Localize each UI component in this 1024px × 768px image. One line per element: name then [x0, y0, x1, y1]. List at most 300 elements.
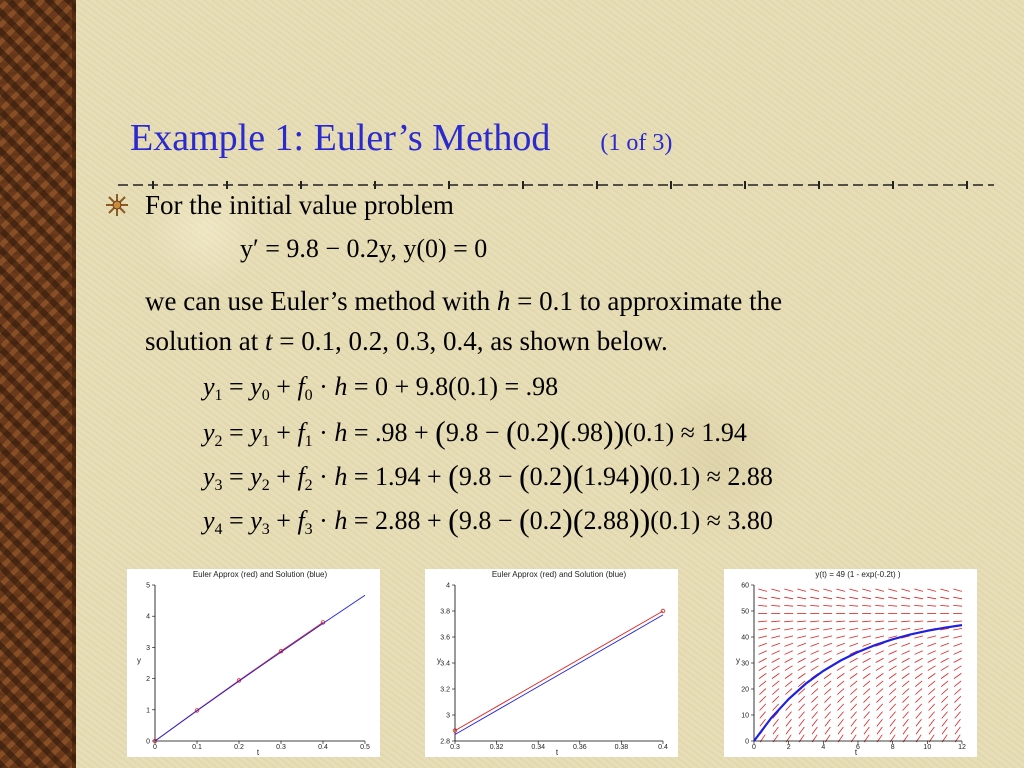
x-tick-label: 4: [821, 744, 826, 751]
direction-field-arrow: [760, 712, 766, 719]
direction-field-arrow: [929, 719, 935, 726]
direction-field-arrow: [862, 597, 871, 599]
eq-rhs-a: = .98 +: [353, 418, 429, 447]
eq-rhs-a: = 1.94 +: [353, 462, 442, 491]
x-tick-label: 0.36: [572, 744, 587, 751]
direction-field-arrow: [942, 704, 948, 711]
direction-field-arrow: [953, 597, 962, 599]
direction-field-arrow: [759, 666, 767, 671]
slide-title: [130, 116, 672, 160]
euler-step-4: $y_4 = y_3 + f_3 \cdot h = 2.88 + (9.8 - (0.2)(2.88))(0.1) \approx 3.80$: [203, 502, 773, 538]
direction-field-arrow: [902, 673, 909, 678]
chart-direction-field-svg: [724, 569, 977, 757]
eq-f-sub: 1: [304, 433, 313, 450]
direction-field-arrow: [797, 621, 806, 622]
direction-field-arrow: [914, 636, 923, 638]
direction-field-arrow: [849, 597, 858, 599]
euler-step-1: $y_1 = y_0 + f_0 \cdot h = 0 + 9.8(0.1) = .98$: [203, 372, 559, 404]
direction-field-arrow: [953, 621, 962, 622]
direction-field-arrow: [914, 628, 923, 630]
direction-field-arrow: [849, 621, 858, 622]
direction-field-arrow: [901, 643, 909, 646]
red-series-line: [455, 611, 663, 731]
direction-field-arrow: [928, 658, 936, 662]
direction-field-arrow: [941, 689, 948, 695]
direction-field-arrow: [888, 605, 897, 606]
direction-field-arrow: [863, 666, 871, 671]
direction-field-arrow: [954, 681, 961, 687]
decorative-left-border: [0, 0, 76, 768]
direction-field-arrow: [903, 719, 909, 726]
direction-field-arrow: [927, 597, 936, 599]
direction-field-arrow: [811, 681, 818, 687]
direction-field-arrow: [954, 651, 962, 655]
direction-field-arrow: [810, 621, 819, 622]
direction-field-arrow: [758, 589, 767, 591]
chart-euler-overview: [127, 569, 380, 757]
direction-field-arrow: [810, 605, 819, 606]
direction-field-arrow: [798, 696, 804, 702]
chart-direction-field: [724, 569, 977, 757]
direction-field-arrow: [784, 621, 793, 622]
direction-field-arrow: [928, 696, 934, 702]
y-tick-label: 1: [146, 707, 150, 715]
y-tick-label: 3: [446, 712, 450, 720]
direction-field-arrow: [849, 636, 858, 638]
direction-field-arrow: [955, 727, 960, 734]
direction-field-arrow: [758, 597, 767, 599]
direction-field-arrow: [864, 704, 870, 711]
direction-field-arrow: [797, 589, 806, 591]
direction-field-arrow: [876, 689, 883, 695]
direction-field-arrow: [954, 673, 961, 678]
direction-field-arrow: [823, 621, 832, 622]
x-tick-label: 0.3: [450, 744, 460, 751]
direction-field-arrow: [877, 719, 883, 726]
eq-lhs-sub: 1: [214, 387, 223, 404]
direction-field-arrow: [837, 681, 844, 687]
direction-field-arrow: [758, 605, 767, 606]
direction-field-arrow: [771, 605, 780, 606]
direction-field-arrow: [811, 689, 818, 695]
body-line-1-pre: we can use Euler’s method with: [145, 286, 497, 316]
direction-field-arrow: [823, 605, 832, 606]
y-tick-label: 5: [146, 582, 150, 590]
direction-field-arrow: [875, 628, 884, 630]
direction-field-arrow: [772, 651, 780, 655]
direction-field-arrow: [786, 719, 792, 726]
x-axis-label: t: [555, 748, 559, 757]
direction-field-arrow: [953, 628, 962, 630]
direction-field-arrow: [785, 689, 792, 695]
direction-field-arrow: [772, 689, 779, 695]
x-tick-label: 0: [153, 744, 157, 751]
chart-euler-zoomed-svg: [425, 569, 678, 757]
direction-field-arrow: [903, 727, 908, 734]
x-tick-label: 0.3: [276, 744, 286, 751]
chart-title: Euler Approx (red) and Solution (blue): [192, 570, 328, 579]
y-tick-label: 30: [741, 660, 749, 668]
direction-field-arrow: [797, 643, 805, 646]
direction-field-arrow: [889, 689, 896, 695]
direction-field-arrow: [876, 673, 883, 678]
direction-field-arrow: [877, 712, 883, 719]
direction-field-arrow: [836, 597, 845, 599]
direction-field-arrow: [915, 681, 922, 687]
direction-field-arrow: [902, 689, 909, 695]
direction-field-arrow: [810, 628, 819, 630]
direction-field-arrow: [811, 666, 819, 671]
direction-field-arrow: [915, 689, 922, 695]
direction-field-arrow: [838, 719, 844, 726]
direction-field-arrow: [824, 681, 831, 687]
eq-lhs-var: y: [203, 372, 215, 401]
direction-field-arrow: [954, 696, 960, 702]
direction-field-arrow: [927, 636, 936, 638]
eq-f-sub: 3: [304, 521, 313, 538]
eq-lhs-sub: 2: [214, 433, 223, 450]
direction-field-arrow: [863, 681, 870, 687]
direction-field-arrow: [810, 597, 819, 599]
direction-field-arrow: [772, 696, 778, 702]
direction-field-arrow: [759, 681, 766, 687]
direction-field-arrow: [798, 666, 806, 671]
x-tick-label: 10: [923, 744, 932, 751]
direction-field-arrow: [889, 673, 896, 678]
eq-f-sub: 0: [304, 387, 313, 404]
direction-field-arrow: [825, 712, 831, 719]
direction-field-arrow: [797, 597, 806, 599]
direction-field-arrow: [837, 666, 845, 671]
direction-field-arrow: [825, 727, 830, 734]
direction-field-arrow: [838, 712, 844, 719]
direction-field-arrow: [811, 696, 817, 702]
eq-f-sub: 2: [304, 477, 313, 494]
direction-field-arrow: [797, 636, 806, 638]
direction-field-arrow: [875, 589, 884, 591]
direction-field-arrow: [901, 597, 910, 599]
y-tick-label: 0: [745, 738, 749, 746]
direction-field-arrow: [824, 696, 830, 702]
star-bullet-icon: [104, 192, 130, 218]
direction-field-arrow: [850, 658, 858, 662]
eq-rhs-b: 9.8 −: [458, 462, 519, 491]
body-line-2-pre: solution at: [145, 326, 265, 356]
direction-field-arrow: [862, 636, 871, 638]
x-tick-label: 12: [958, 744, 966, 751]
direction-field-arrow: [927, 589, 936, 591]
y-tick-label: 3.2: [440, 686, 450, 694]
direction-field-arrow: [771, 589, 780, 591]
x-tick-label: 0.4: [658, 744, 668, 751]
direction-field-arrow: [890, 719, 896, 726]
y-tick-label: 3.8: [440, 608, 450, 616]
direction-field-arrow: [811, 651, 819, 655]
direction-field-arrow: [862, 605, 871, 606]
direction-field-arrow: [928, 673, 935, 678]
direction-field-arrow: [889, 651, 897, 655]
y-tick-label: 3.4: [440, 660, 450, 668]
body-line-2: [145, 326, 668, 357]
direction-field-arrow: [784, 589, 793, 591]
direction-field-arrow: [914, 621, 923, 622]
direction-field-arrow: [798, 651, 806, 655]
direction-field-arrow: [862, 628, 871, 630]
direction-field-arrow: [851, 704, 857, 711]
direction-field-arrow: [890, 704, 896, 711]
direction-field-arrow: [823, 597, 832, 599]
direction-field-arrow: [849, 628, 858, 630]
direction-field-arrow: [928, 666, 936, 671]
direction-field-arrow: [916, 712, 922, 719]
eq-lhs-var: y: [203, 506, 215, 535]
direction-field-arrow: [916, 704, 922, 711]
direction-field-arrow: [825, 704, 831, 711]
direction-field-arrow: [941, 696, 947, 702]
direction-field-arrow: [850, 673, 857, 678]
direction-field-arrow: [929, 712, 935, 719]
direction-field-arrow: [914, 597, 923, 599]
chart-title: y(t) = 49 (1 - exp(-0.2t) ): [815, 570, 901, 579]
direction-field-arrow: [785, 651, 793, 655]
intro-text: For the initial value problem: [145, 190, 454, 220]
direction-field-arrow: [862, 621, 871, 622]
direction-field-arrow: [888, 621, 897, 622]
direction-field-arrow: [784, 628, 793, 630]
direction-field-arrow: [953, 643, 961, 646]
direction-field-arrow: [862, 589, 871, 591]
chart-title: Euler Approx (red) and Solution (blue): [491, 570, 627, 579]
direction-field-arrow: [772, 681, 779, 687]
direction-field-arrow: [942, 719, 948, 726]
direction-field-arrow: [940, 597, 949, 599]
euler-step-2: $y_2 = y_1 + f_1 \cdot h = .98 + (9.8 - (0.2)(.98))(0.1) \approx 1.94$: [203, 414, 747, 450]
y-tick-label: 40: [741, 634, 749, 642]
direction-field-arrow: [955, 704, 961, 711]
direction-field-arrow: [927, 621, 936, 622]
direction-field-arrow: [786, 712, 792, 719]
direction-field-arrow: [823, 589, 832, 591]
eq-lhs-var: y: [203, 418, 215, 447]
direction-field-arrow: [758, 636, 767, 638]
direction-field-arrow: [942, 727, 947, 734]
x-tick-label: 0.34: [531, 744, 546, 751]
eq-y-sub: 1: [261, 433, 270, 450]
direction-field-arrow: [758, 628, 767, 630]
y-axis-label: y: [736, 656, 740, 665]
direction-field-arrow: [851, 719, 857, 726]
direction-field-arrow: [810, 589, 819, 591]
eq-lhs-var: y: [203, 462, 215, 491]
direction-field-arrow: [824, 651, 832, 655]
x-tick-label: 0.5: [360, 744, 370, 751]
eq-y-sub: 3: [261, 521, 270, 538]
direction-field-arrow: [901, 621, 910, 622]
direction-field-arrow: [862, 643, 870, 646]
direction-field-arrow: [799, 712, 805, 719]
eq-rhs-d: 1.94: [583, 462, 629, 491]
direction-field-arrow: [773, 727, 778, 734]
direction-field-arrow: [759, 689, 766, 695]
y-tick-label: 3: [146, 644, 150, 652]
blue-series-line: [155, 595, 365, 741]
direction-field-arrow: [850, 666, 858, 671]
direction-field-arrow: [771, 621, 780, 622]
direction-field-arrow: [941, 673, 948, 678]
eq-rhs-c: 0.2: [529, 462, 563, 491]
direction-field-arrow: [851, 727, 856, 734]
x-axis-label: t: [256, 748, 260, 757]
direction-field-arrow: [849, 589, 858, 591]
direction-field-arrow: [837, 689, 844, 695]
direction-field-arrow: [810, 636, 819, 638]
direction-field-arrow: [759, 658, 767, 662]
direction-field-arrow: [864, 712, 870, 719]
direction-field-arrow: [914, 605, 923, 606]
direction-field-arrow: [772, 666, 780, 671]
direction-field-arrow: [798, 673, 805, 678]
x-tick-label: 6: [856, 744, 860, 751]
direction-field-arrow: [771, 597, 780, 599]
direction-field-arrow: [836, 643, 844, 646]
direction-field-arrow: [824, 658, 832, 662]
direction-field-arrow: [941, 651, 949, 655]
y-tick-label: 20: [741, 686, 749, 694]
eq-lhs-sub: 3: [214, 477, 223, 494]
direction-field-arrow: [785, 681, 792, 687]
direction-field-arrow: [772, 673, 779, 678]
direction-field-arrow: [760, 704, 766, 711]
direction-field-arrow: [927, 605, 936, 606]
direction-field-arrow: [888, 628, 897, 630]
direction-field-arrow: [889, 658, 897, 662]
direction-field-arrow: [784, 605, 793, 606]
direction-field-arrow: [863, 696, 869, 702]
direction-field-arrow: [888, 643, 896, 646]
eq-lhs-sub: 4: [214, 521, 223, 538]
eq-rhs-e: (0.1) ≈ 1.94: [624, 418, 747, 447]
direction-field-arrow: [875, 605, 884, 606]
direction-field-arrow: [901, 589, 910, 591]
direction-field-arrow: [849, 605, 858, 606]
y-tick-label: 60: [741, 582, 749, 590]
y-tick-label: 4: [446, 582, 450, 590]
direction-field-arrow: [785, 658, 793, 662]
direction-field-arrow: [916, 719, 922, 726]
direction-field-arrow: [876, 658, 884, 662]
direction-field-arrow: [850, 689, 857, 695]
direction-field-arrow: [850, 681, 857, 687]
direction-field-arrow: [812, 727, 817, 734]
direction-field-arrow: [877, 727, 882, 734]
direction-field-arrow: [784, 636, 793, 638]
direction-field-arrow: [928, 651, 936, 655]
eq-rhs-b: 9.8 −: [445, 418, 506, 447]
direction-field-arrow: [941, 681, 948, 687]
direction-field-arrow: [941, 658, 949, 662]
eq-rhs-c: 0.2: [529, 506, 563, 535]
chart-euler-overview-svg: [127, 569, 380, 757]
direction-field-arrow: [836, 605, 845, 606]
y-axis-label: y: [437, 656, 441, 665]
y-tick-label: 2: [146, 676, 150, 684]
direction-field-arrow: [838, 704, 844, 711]
direction-field-arrow: [823, 636, 832, 638]
direction-field-arrow: [902, 681, 909, 687]
direction-field-arrow: [772, 658, 780, 662]
direction-field-arrow: [811, 658, 819, 662]
direction-field-arrow: [953, 636, 962, 638]
direction-field-arrow: [903, 712, 909, 719]
eq-rhs: = 0 + 9.8(0.1) = .98: [353, 372, 559, 401]
direction-field-arrow: [901, 628, 910, 630]
direction-field-arrow: [799, 727, 804, 734]
direction-field-arrow: [758, 643, 766, 646]
direction-field-arrow: [771, 636, 780, 638]
direction-field-arrow: [876, 696, 882, 702]
direction-field-arrow: [942, 712, 948, 719]
h-variable: h: [496, 286, 511, 316]
direction-field-arrow: [877, 704, 883, 711]
direction-field-arrow: [928, 681, 935, 687]
direction-field-arrow: [889, 681, 896, 687]
direction-field-arrow: [824, 673, 831, 678]
y-tick-label: 10: [741, 712, 749, 720]
direction-field-arrow: [851, 712, 857, 719]
chart-euler-zoomed: [425, 569, 678, 757]
direction-field-arrow: [875, 597, 884, 599]
y-tick-label: 4: [146, 613, 150, 621]
direction-field-arrow: [784, 597, 793, 599]
euler-step-3: $y_3 = y_2 + f_2 \cdot h = 1.94 + (9.8 - (0.2)(1.94))(0.1) \approx 2.88$: [203, 458, 773, 494]
direction-field-arrow: [890, 712, 896, 719]
y-tick-label: 50: [741, 608, 749, 616]
direction-field-arrow: [825, 719, 831, 726]
direction-field-arrow: [810, 643, 818, 646]
title-text: Example 1: Euler’s Method: [130, 117, 551, 159]
direction-field-arrow: [863, 673, 870, 678]
y-axis-label: y: [137, 656, 141, 665]
direction-field-arrow: [838, 727, 843, 734]
direction-field-arrow: [863, 689, 870, 695]
direction-field-arrow: [836, 636, 845, 638]
direction-field-arrow: [902, 658, 910, 662]
direction-field-arrow: [836, 628, 845, 630]
direction-field-arrow: [837, 696, 843, 702]
direction-field-arrow: [876, 681, 883, 687]
x-tick-label: 0.1: [192, 744, 202, 751]
direction-field-arrow: [901, 605, 910, 606]
direction-field-arrow: [758, 621, 767, 622]
eq-rhs-b: 9.8 −: [458, 506, 519, 535]
direction-field-arrow: [823, 628, 832, 630]
direction-field-arrow: [890, 727, 895, 734]
eq-rhs-d: .98: [570, 418, 603, 447]
y-tick-label: 0: [146, 738, 150, 746]
direction-field-arrow: [953, 589, 962, 591]
direction-field-arrow: [902, 696, 908, 702]
direction-field-arrow: [876, 666, 884, 671]
direction-field-arrow: [824, 689, 831, 695]
body-line-1: [145, 286, 782, 317]
direction-field-arrow: [902, 651, 910, 655]
direction-field-arrow: [914, 643, 922, 646]
direction-field-arrow: [915, 696, 921, 702]
direction-field-arrow: [888, 597, 897, 599]
eq-y-sub: 2: [261, 477, 270, 494]
x-tick-label: 0.4: [318, 744, 328, 751]
direction-field-arrow: [954, 658, 962, 662]
